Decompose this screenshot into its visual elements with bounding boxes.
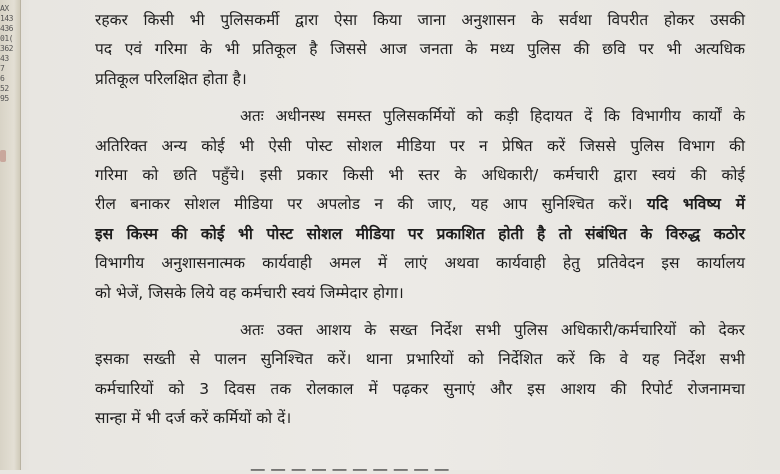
edge-fragment: 7 <box>0 64 5 73</box>
edge-fragment: AX <box>0 4 9 13</box>
bold-text-run: यदि भविष्य में <box>646 195 745 214</box>
text-line: कर्मचारियों को 3 दिवस तक रोलकाल में पढ़कर सुनाएं और इस आशय की रिपोर्ट रोजनामचा <box>95 379 745 398</box>
edge-fragment: 436 <box>0 24 13 33</box>
text-line: गरिमा को छति पहुँचे। इसी प्रकार किसी भी स्तर के अधिकारी/ कर्मचारी द्वारा स्वयं की कोई <box>95 166 745 185</box>
edge-fragment: 95 <box>0 94 9 103</box>
edge-fragment: 362 <box>0 44 13 53</box>
text-line: अतः उक्त आशय के सख्त निर्देश सभी पुलिस अधिकारी/कर्मचारियों को देकर <box>240 321 745 340</box>
text-line: प्रतिकूल परिलक्षित होता है। <box>95 69 247 88</box>
paragraph-1 <box>95 6 745 94</box>
letter-body <box>95 6 745 442</box>
underlying-sheet-edge <box>0 0 21 470</box>
text-line: पद एवं गरिमा के भी प्रतिकूल है जिससे आज जनता के मध्य पुलिस की छवि पर भी अत्यधिक <box>95 40 745 59</box>
paragraph-3 <box>95 316 745 434</box>
text-line: रहकर किसी भी पुलिसकर्मी द्वारा ऐसा किया जाना अनुशासन के सर्वथा विपरीत होकर उसकी <box>95 11 745 29</box>
bold-text-line: इस किस्म की कोई भी पोस्ट सोशल मीडिया पर प्रकाशित होती है तो संबंधित के विरुद्ध कठोर <box>95 224 745 243</box>
text-line: इसका सख्ती से पालन सुनिश्चित करें। थाना प्रभारियों को निर्देशित करें कि वे यह निर्देश सभी <box>95 350 745 369</box>
edge-fragment: 52 <box>0 84 9 93</box>
edge-fragment: 6 <box>0 74 5 83</box>
edge-fragment: 01( <box>0 34 13 43</box>
text-line: अतिरिक्त अन्य कोई भी ऐसी पोस्ट सोशल मीडिया पर न प्रेषित करें जिससे पुलिस विभाग की <box>95 136 745 155</box>
edge-fragment: 43 <box>0 54 9 63</box>
text-line: अतः अधीनस्थ समस्त पुलिसकर्मियों को कड़ी हिदायत दें कि विभागीय कार्यों के <box>240 107 745 126</box>
edge-fragment: 143 <box>0 14 13 23</box>
text-line: विभागीय अनुशासनात्मक कार्यवाही अमल में लाएं अथवा कार्यवाही हेतु प्रतिवेदन इस कार्यालय <box>95 254 745 273</box>
red-ink-mark <box>0 150 6 162</box>
text-run: रील बनाकर सोशल मीडिया पर अपलोड न की जाए, यह आप सुनिश्चित करें। <box>95 195 633 214</box>
cut-off-next-line: — — — — — — — — — — <box>250 460 450 474</box>
text-line: सान्हा में भी दर्ज करें कर्मियों को दें। <box>95 409 292 428</box>
text-line: को भेजें, जिसके लिये वह कर्मचारी स्वयं जिम्मेदार होगा। <box>95 283 404 302</box>
text-line-mixed <box>95 190 745 219</box>
edge-text-fragments <box>0 4 18 104</box>
paragraph-2 <box>95 102 745 308</box>
